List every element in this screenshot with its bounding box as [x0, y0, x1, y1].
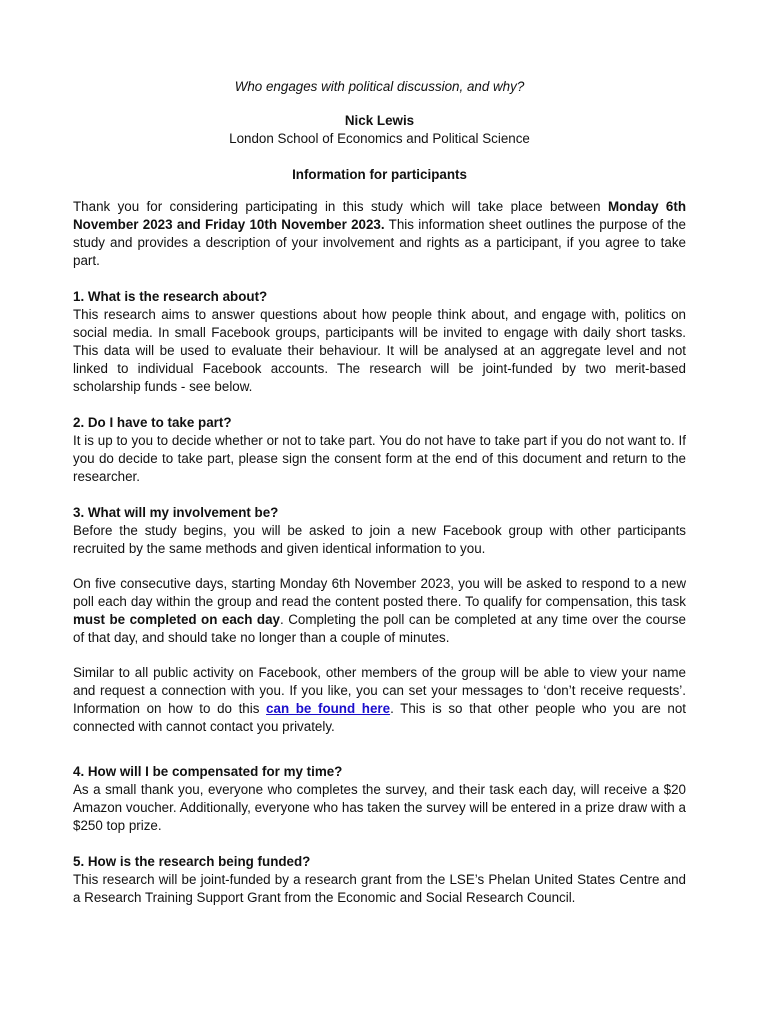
intro-text-end: This information sheet outlines the purpose of the study and provides a description of your involvement and rights as a participant, if you agree to take part.	[73, 217, 687, 268]
section-heading: 2. Do I have to take part?	[73, 415, 232, 430]
intro-text-start: Thank you for considering participating in this study which will take place between	[73, 199, 608, 214]
section-funding	[73, 853, 686, 907]
section-compensation	[73, 763, 686, 835]
section-heading: 4. How will I be compensated for my time?	[73, 764, 343, 779]
section-body: As a small thank you, everyone who completes the survey, and their task each day, will receive a $20 Amazon voucher. Additionally, everyone who has taken the survey will be entered in a prize draw with a $250 top prize.	[73, 782, 686, 833]
privacy-text-end: . This is so that other people who you are not connected with cannot contact you privately.	[73, 701, 687, 734]
section-involvement	[73, 504, 686, 736]
privacy-text-start: Similar to all public activity on Facebook, other members of the group will be able to view your name and request a connection with you. If you like, you can set your messages to ‘don’t receive requests’. Information on how to do this	[73, 665, 686, 716]
privacy-settings-link[interactable]: can be found here	[266, 701, 391, 716]
sheet-title: Information for participants	[292, 167, 467, 182]
document-page	[73, 78, 686, 907]
study-dates: Monday 6th November 2023 and Friday 10th November 2023.	[73, 199, 686, 232]
section-heading: 1. What is the research about?	[73, 289, 268, 304]
section-take-part	[73, 414, 686, 486]
section-heading: 3. What will my involvement be?	[73, 505, 279, 520]
privacy-paragraph	[73, 664, 686, 736]
section-research-about	[73, 288, 686, 396]
section-body: Before the study begins, you will be asked to join a new Facebook group with other participants recruited by the same methods and given identical information to you.	[73, 523, 686, 556]
document-subtitle: Who engages with political discussion, and why?	[234, 79, 525, 94]
section-body: This research aims to answer questions about how people think about, and engage with, politics on social media. In small Facebook groups, participants will be invited to engage with daily short tasks. This data will be used to evaluate their behaviour. It will be analysed at an aggregate level and not linked to individual Facebook accounts. The research will be joint-funded by two merit-based scholarship funds - see below.	[73, 307, 686, 394]
section-body: This research will be joint-funded by a research grant from the LSE’s Phelan United States Centre and a Research Training Support Grant from the Economic and Social Research Council.	[73, 872, 686, 905]
author-affiliation: London School of Economics and Political Science	[229, 131, 530, 146]
section-heading: 5. How is the research being funded?	[73, 854, 311, 869]
daily-poll-text-end: . Completing the poll can be completed at any time over the course of that day, and should take no longer than a couple of minutes.	[73, 612, 686, 645]
completion-requirement: must be completed on each day	[73, 612, 280, 627]
daily-poll-text-start: On five consecutive days, starting Monday 6th November 2023, you will be asked to respond to a new poll each day within the group and read the content posted there. To qualify for compensation, this task	[73, 576, 686, 609]
author-name: Nick Lewis	[344, 113, 415, 128]
section-body: It is up to you to decide whether or not to take part. You do not have to take part if you do not want to. If you do decide to take part, please sign the consent form at the end of this document and return to the researcher.	[73, 433, 686, 484]
intro-paragraph	[73, 198, 686, 270]
daily-poll-paragraph	[73, 575, 686, 647]
